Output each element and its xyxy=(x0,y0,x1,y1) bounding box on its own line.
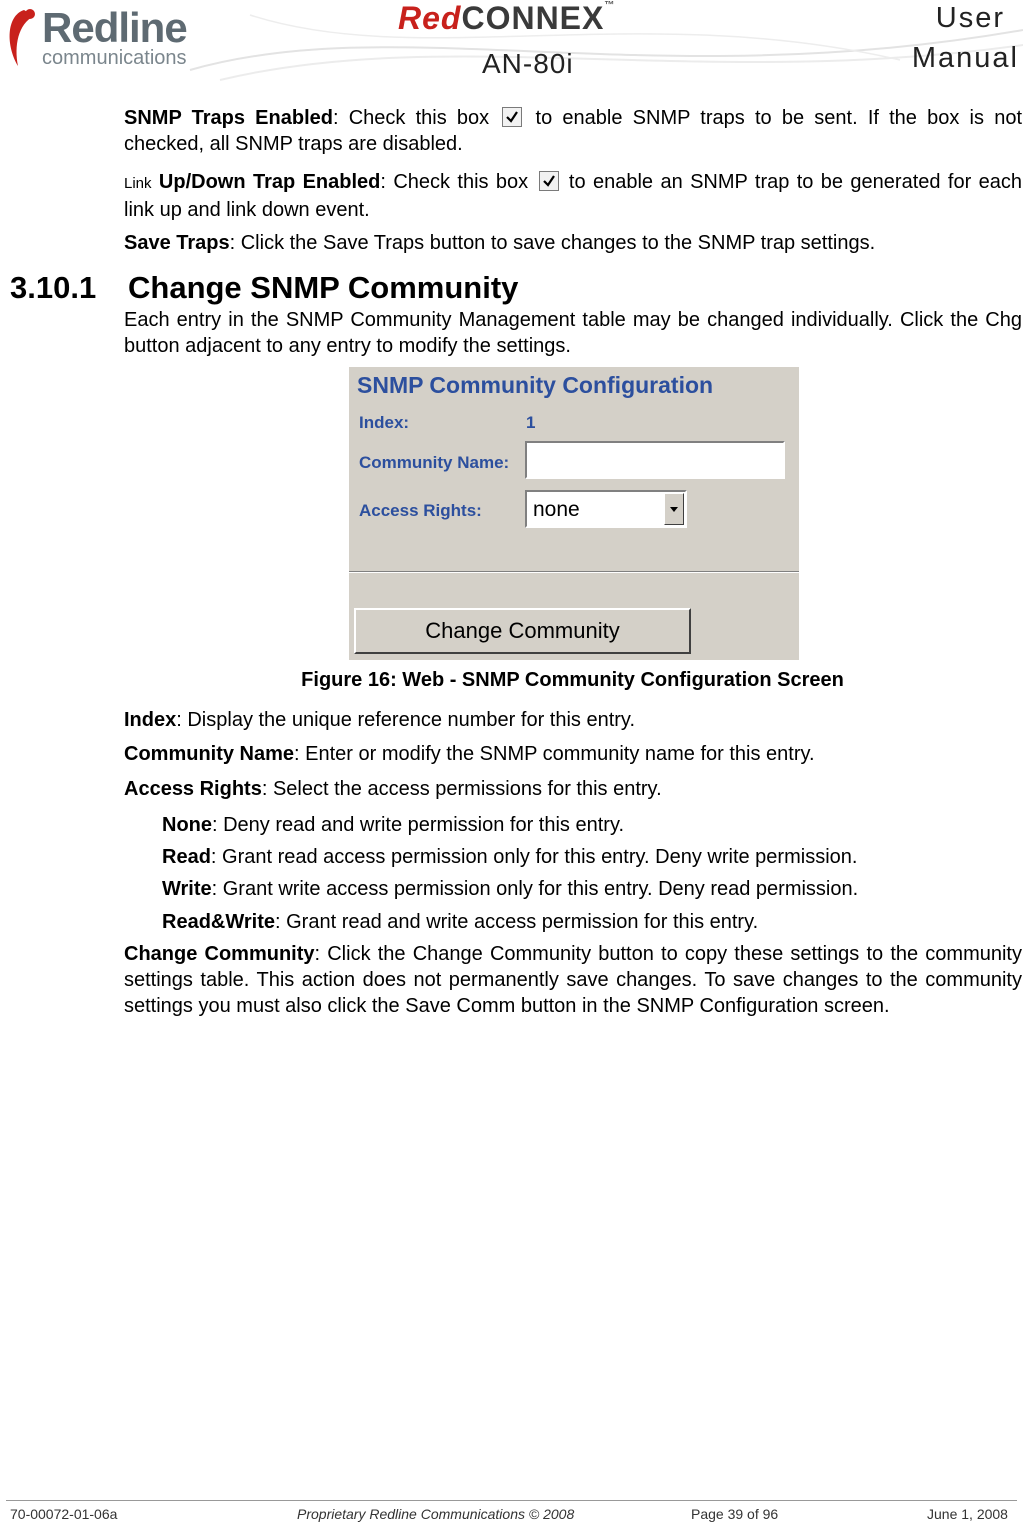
page-header xyxy=(0,0,1023,90)
community-name-label: Community Name: xyxy=(359,453,510,472)
logo-subtitle: communications xyxy=(42,47,187,69)
def-write: Write: Grant write access permission only for this entry. Deny read permission. xyxy=(162,878,859,900)
footer-date: June 1, 2008 xyxy=(927,1506,1008,1522)
section-number: 3.10.1 xyxy=(10,270,97,305)
term: SNMP Traps Enabled xyxy=(124,107,333,129)
logo-wordmark: Redline xyxy=(42,4,187,51)
index-label: Index: xyxy=(359,413,410,432)
redconnex-logo xyxy=(398,0,615,37)
form-separator xyxy=(349,571,799,573)
save-traps-paragraph: Save Traps: Click the Save Traps button to save changes to the SNMP trap settings. xyxy=(124,232,876,254)
redline-logo xyxy=(4,4,214,74)
checkbox-checked-icon xyxy=(539,171,559,191)
logo-dark-part: CONNEX xyxy=(461,0,605,36)
access-rights-label: Access Rights: xyxy=(359,501,482,520)
snmp-community-config-screenshot xyxy=(349,367,799,660)
def-none: None: Deny read and write permission for this entry. xyxy=(162,814,625,836)
link-trap-enabled-paragraph: Link Up/Down Trap Enabled: Check this box to enable an SNMP trap to be generated for each link up and link down event. xyxy=(124,171,1022,221)
dropdown-arrow-icon[interactable] xyxy=(664,493,684,525)
change-community-button[interactable]: Change Community xyxy=(354,608,691,654)
manual-title-line1: User xyxy=(935,2,1005,34)
def-community-name: Community Name: Enter or modify the SNMP community name for this entry. xyxy=(124,743,815,765)
def-access-rights: Access Rights: Select the access permissions for this entry. xyxy=(124,778,662,800)
logo-red-part: Red xyxy=(398,0,462,36)
figure-form-title: SNMP Community Configuration xyxy=(357,372,714,398)
def-read-write: Read&Write: Grant read and write access permission for this entry. xyxy=(162,911,759,933)
def-change-community: Change Community: Click the Change Community button to copy these settings to the community settings table. This action does not permanently save changes. To save changes to the community settings you must also click the Save Comm button in the SNMP Configuration screen. xyxy=(124,943,1022,1017)
product-model: AN-80i xyxy=(482,48,574,79)
snmp-traps-enabled-paragraph: SNMP Traps Enabled: Check this box to enable SNMP traps to be sent. If the box is not checked, all SNMP traps are disabled. xyxy=(124,107,1023,155)
trademark: ™ xyxy=(604,0,616,11)
footer-doc-number: 70-00072-01-06a xyxy=(10,1506,118,1522)
term: Save Traps xyxy=(124,232,230,254)
def-index: Index: Display the unique reference number for this entry. xyxy=(124,709,635,731)
footer-page-number: Page 39 of 96 xyxy=(691,1506,779,1522)
community-name-input[interactable] xyxy=(525,441,785,479)
def-read: Read: Grant read access permission only for this entry. Deny write permission. xyxy=(162,846,858,868)
access-rights-select[interactable] xyxy=(525,490,687,528)
section-title: Change SNMP Community xyxy=(128,270,519,305)
manual-title-line2: Manual xyxy=(911,42,1019,74)
term: Up/Down Trap Enabled xyxy=(158,171,381,193)
checkbox-checked-icon xyxy=(502,107,522,127)
figure-caption: Figure 16: Web - SNMP Community Configuration Screen xyxy=(301,669,844,691)
footer-copyright: Proprietary Redline Communications © 2008 xyxy=(297,1506,575,1522)
footer-rule xyxy=(6,1500,1017,1501)
access-rights-value: none xyxy=(533,498,580,521)
index-value: 1 xyxy=(526,413,536,432)
redline-swirl-icon xyxy=(4,6,42,72)
section-intro: Each entry in the SNMP Community Management table may be changed individually. Click the Chg button adjacent to any entry to modify the settings. xyxy=(124,309,1022,357)
section-heading xyxy=(10,270,518,306)
